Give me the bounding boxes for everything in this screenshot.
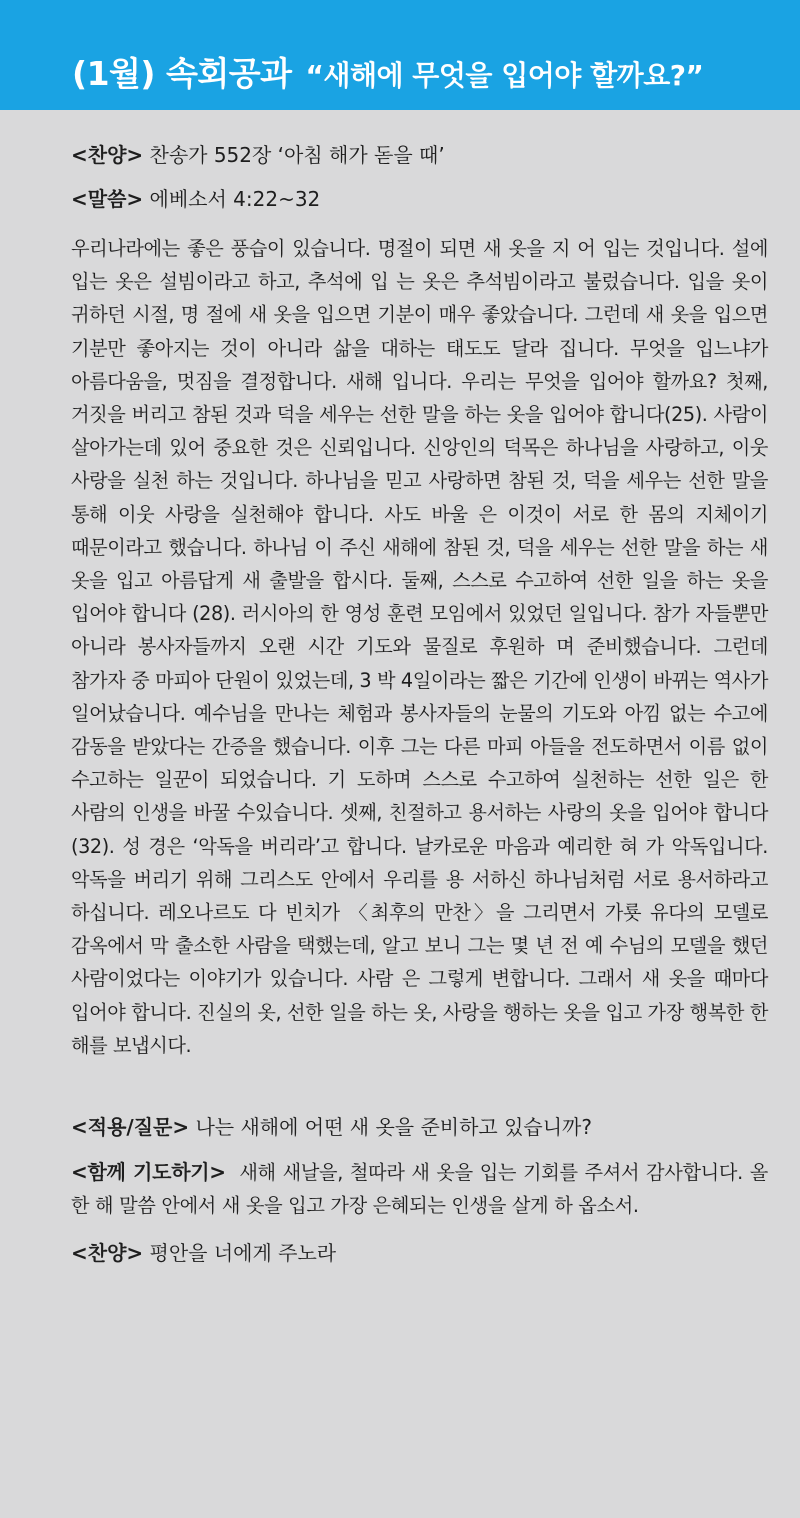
lesson-title: “새해에 무엇을 입어야 할까요?” bbox=[305, 59, 704, 92]
header-banner bbox=[0, 0, 800, 110]
hymn-line bbox=[71, 140, 768, 170]
prayer-paragraph bbox=[71, 1156, 768, 1222]
prayer-label: <함께 기도하기> bbox=[71, 1160, 226, 1185]
lesson-content bbox=[71, 140, 768, 1268]
closing-hymn-label: <찬양> bbox=[71, 1241, 144, 1266]
prayer-text: 새해 새날을, 철따라 새 옷을 입는 기회를 주셔서 감사합니다. 올 한 해 말씀 안에서 새 옷을 입고 가장 은혜되는 인생을 살게 하 옵소서. bbox=[71, 1161, 768, 1218]
scripture-text: 에베소서 4:22~32 bbox=[149, 187, 321, 211]
closing-hymn-text: 평안을 너에게 주노라 bbox=[149, 1241, 337, 1266]
scripture-label: <말씀> bbox=[71, 187, 144, 211]
application-line bbox=[71, 1112, 768, 1142]
hymn-label: <찬양> bbox=[71, 143, 144, 167]
sermon-body: 우리나라에는 좋은 풍습이 있습니다. 명절이 되면 새 옷을 지 어 입는 것입니다. 설에 입는 옷은 설빔이라고 하고, 추석에 입 는 옷은 추석빔이라고 불렀습니다. 입을 옷이 귀하던 시절, 명 절에 새 옷을 입으면 기분이 매우 좋았습니다. 그런데 새 옷을 입으면 기분만 좋아지는 것이 아니라 삶을 대하는 태도도 달라 집니다. 무엇을 입느냐가 아름다움을, 멋짐을 결정합니다. 새해 입니다. 우리는 무엇을 입어야 할까요? 첫째, 거짓을 버리고 참된 것과 덕을 세우는 선한 말을 하는 옷을 입어야 합니다(25). 사람이 살아가는데 있어 중요한 것은 신뢰입니다. 신앙인의 덕목은 하나님을 사랑하고, 이웃 사랑을 실천 하는 것입니다. 하나님을 믿고 사랑하면 참된 것, 덕을 세우는 선한 말을 통해 이웃 사랑을 실천해야 합니다. 사도 바울 은 이것이 서로 한 몸의 지체이기 때문이라고 했습니다. 하나님 이 주신 새해에 참된 것, 덕을 세우는 선한 말을 하는 새 옷을 입고 아름답게 새 출발을 합시다. 둘째, 스스로 수고하여 선한 일을 하는 옷을 입어야 합니다 (28). 러시아의 한 영성 훈련 모임에서 있었던 일입니다. 참가 자들뿐만 아니라 봉사자들까지 오랜 시간 기도와 물질로 후원하 며 준비했습니다. 그런데 참가자 중 마피아 단원이 있었는데, 3 박 4일이라는 짧은 기간에 인생이 바뀌는 역사가 일어났습니다. 예수님을 만나는 체험과 봉사자들의 눈물의 기도와 아낌 없는 수고에 감동을 받았다는 간증을 했습니다. 이후 그는 다른 마피 아들을 전도하면서 이름 없이 수고하는 일꾼이 되었습니다. 기 도하며 스스로 수고하여 실천하는 선한 일은 한 사람의 인생을 바꿀 수있습니다. 셋째, 친절하고 용서하는 사랑의 옷을 입어야 합니다(32). 성 경은 ‘악독을 버리라’고 합니다. 날카로운 마음과 예리한 혀 가 악독입니다. 악독을 버리기 위해 그리스도 안에서 우리를 용 서하신 하나님처럼 서로 용서하라고 하십니다. 레오나르도 다 빈치가 〈최후의 만찬〉을 그리면서 가룟 유다의 모델로 감옥에서 막 출소한 사람을 택했는데, 알고 보니 그는 몇 년 전 예 수님의 모델을 했던 사람이었다는 이야기가 있습니다. 사람 은 그렇게 변합니다. 그래서 새 옷을 때마다 입어야 합니다. 진실의 옷, 선한 일을 하는 옷, 사랑을 행하는 옷을 입고 가장 행복한 한 해를 보냅시다. bbox=[71, 237, 768, 1057]
application-label: <적용/질문> bbox=[71, 1115, 190, 1140]
application-text: 나는 새해에 어떤 새 옷을 준비하고 있습니까? bbox=[195, 1115, 592, 1140]
scripture-line bbox=[71, 184, 768, 214]
month-title: (1월) 속회공과 bbox=[72, 54, 292, 93]
hymn-text: 찬송가 552장 ‘아침 해가 돋을 때’ bbox=[149, 143, 445, 167]
closing-hymn-line bbox=[71, 1238, 768, 1268]
